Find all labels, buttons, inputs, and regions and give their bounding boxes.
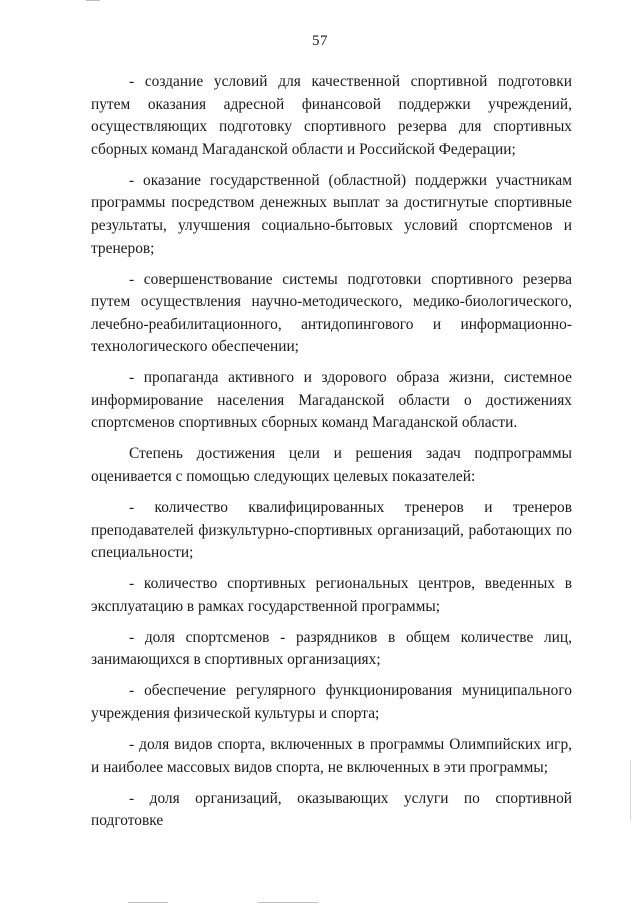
paragraph: - создание условий для качественной спортивной подготовки путем оказания адресной финансовой поддержки учреждений, осуществляющих подготовку спортивного резерва для спортивных сборных команд Магаданской области и Российской Федерации; (91, 73, 572, 158)
page-number: 57 (312, 33, 328, 49)
paragraph: - совершенствование системы подготовки спортивного резерва путем осуществления научно-методического, медико-биологического, лечебно-реабилитационного, антидопингового и информационно-технологического обеспечении; (91, 270, 572, 356)
paragraph: - количество спортивных региональных центров, введенных в эксплуатацию в рамках государственной программы; (91, 575, 572, 615)
scan-artifact (630, 760, 631, 820)
paragraph: - количество квалифицированных тренеров и тренеров преподавателей физкультурно-спортивных организаций, работающих по специальности; (91, 499, 572, 562)
paragraph: - доля спортсменов - разрядников в общем количестве лиц, занимающихся в спортивных организациях; (91, 628, 572, 669)
paragraph: - пропаганда активного и здорового образа жизни, системное информирование населения Магаданской области о достижениях спортсменов спортивных сборных команд Магаданской области. (91, 369, 572, 432)
scan-artifact (86, 0, 100, 1)
scan-artifact (258, 902, 318, 903)
paragraph: - доля видов спорта, включенных в программы Олимпийских игр, и наиболее массовых видов спорта, не включенных в эти программы; (91, 735, 572, 776)
scan-artifact (128, 902, 168, 903)
body-text (91, 71, 572, 833)
paragraph: - обеспечение регулярного функционирования муниципального учреждения физической культуры и спорта; (91, 682, 572, 722)
paragraph: - оказание государственной (областной) поддержки участникам программы посредством денежных выплат за достигнутые спортивные результаты, улучшения социально-бытовых условий спортсменов и тренеров; (91, 171, 572, 257)
paragraph: - доля организаций, оказывающих услуги по спортивной подготовке (91, 789, 572, 830)
paragraph: Степень достижения цели и решения задач подпрограммы оценивается с помощью следующих целевых показателей: (91, 445, 572, 486)
